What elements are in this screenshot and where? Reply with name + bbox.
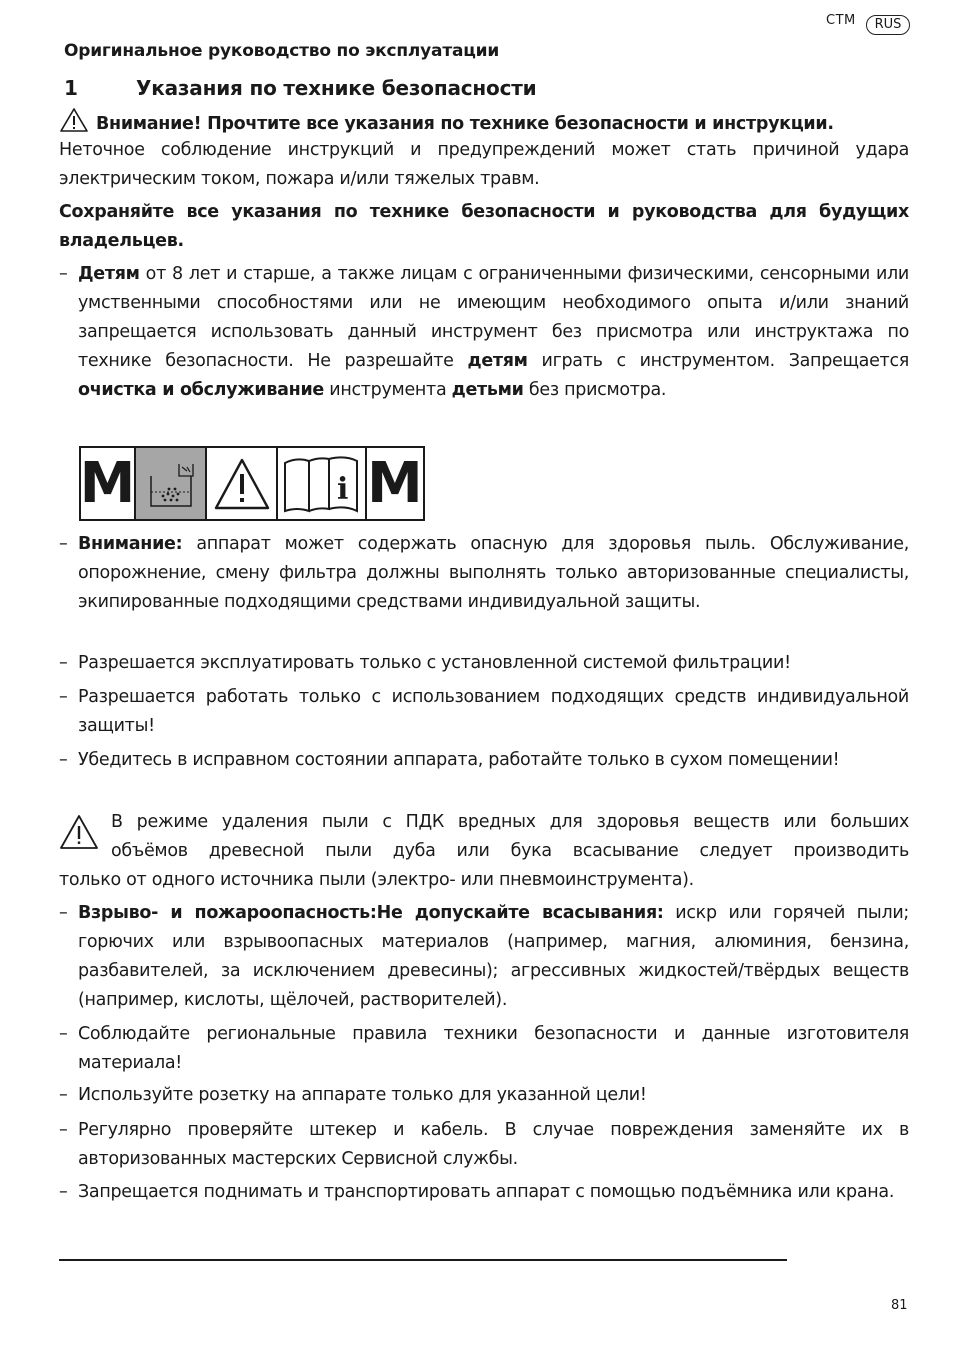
- children-text: Детям от 8 лет и старше, а также лицам с ограниченными физическими, сенсорными или умственными способностями или не имеющим необходимого опыта и/или знаний запрещается использовать данный инструмент без присмотра или инструктажа по технике безопасности. Не разрешайте детям играть с инструментом. Запрещается очистка и обслуживание инструмента детьми без присмотра.: [78, 264, 909, 400]
- attention-note: [59, 808, 909, 895]
- list-item: – Запрещается поднимать и транспортировать аппарат с помощью подъёмника или крана.: [59, 1182, 895, 1202]
- list-item: – Соблюдайте региональные правила техники безопасности и данные изготовителя материала!: [59, 1024, 909, 1073]
- list-item: – Используйте розетку на аппарате только для указанной цели!: [59, 1085, 647, 1105]
- list-item: – Убедитесь в исправном состоянии аппарата, работайте только в сухом помещении!: [59, 750, 840, 770]
- warning-triangle-icon: [207, 448, 278, 519]
- attention-line-1: В режиме удаления пыли с ПДК вредных для здоровья веществ или больших: [111, 812, 909, 832]
- dust-container-icon: [136, 448, 207, 519]
- footer-divider: [59, 1259, 787, 1261]
- language-badge: RUS: [866, 15, 910, 35]
- warning-triangle-icon: [59, 107, 89, 133]
- list-item-children: [59, 260, 909, 405]
- warning-triangle-icon: [59, 814, 99, 850]
- page-number: 81: [891, 1298, 908, 1313]
- section-number: 1: [64, 76, 78, 100]
- list-item: – Разрешается работать только с использованием подходящих средств индивидуальной защиты!: [59, 687, 909, 736]
- list-item-explosion: – Взрыво- и пожароопасность:Не допускайте всасывания: искр или горячей пыли; горючих или взрывоопасных материалов (например, магния, алюминия, бензина, разбавителей, за исключением древесины); агрессивных жидкостей/твёрдых веществ (например, кислоты, щёлочей, растворителей).: [59, 899, 909, 1015]
- list-item: – Разрешается эксплуатировать только с установленной системой фильтрации!: [59, 653, 791, 673]
- warning-text: Неточное соблюдение инструкций и предупреждений может стать причиной удара электрическим током, пожара и/или тяжелых травм.: [59, 140, 909, 189]
- safety-symbol-strip: [79, 446, 425, 521]
- read-manual-icon: [278, 448, 367, 519]
- warning-heading-line: [59, 107, 919, 139]
- list-item: – Регулярно проверяйте штекер и кабель. В случае повреждения заменяйте их в авторизованных мастерских Сервисной службы.: [59, 1120, 909, 1169]
- section-heading: [64, 76, 536, 100]
- document-title: Оригинальное руководство по эксплуатации: [64, 41, 500, 61]
- list-item-dust: [59, 530, 909, 617]
- warning-heading: Внимание! Прочтите все указания по технике безопасности и инструкции.: [96, 114, 834, 134]
- m-class-icon: M: [81, 448, 136, 519]
- explosion-text: Взрыво- и пожароопасность:Не допускайте всасывания: искр или горячей пыли; горючих или взрывоопасных материалов (например, магния, алюминия, бензина, разбавителей, за исключением древесины); агрессивных жидкостей/твёрдых веществ (например, кислоты, щёлочей, растворителей).: [78, 903, 910, 1010]
- model-label: CTM: [826, 13, 856, 28]
- list-dash: –: [59, 264, 68, 284]
- keep-instructions-notice: Сохраняйте все указания по технике безопасности и руководства для будущих владельцев.: [59, 202, 909, 251]
- attention-line-2: объёмов древесной пыли дуба или бука всасывание следует производить: [111, 841, 909, 861]
- svg-text:i: i: [337, 471, 349, 507]
- dust-text: Внимание: аппарат может содержать опасную для здоровья пыль. Обслуживание, опорожнение, смену фильтра должны выполнять только авторизованные специалисты, экипированные подходящими средствами индивидуальной защиты.: [78, 534, 909, 612]
- list-dash: –: [59, 534, 68, 554]
- m-class-icon: M: [367, 450, 423, 516]
- section-title: Указания по технике безопасности: [136, 76, 537, 100]
- attention-line-3: только от одного источника пыли (электро- или пневмоинструмента).: [59, 870, 694, 890]
